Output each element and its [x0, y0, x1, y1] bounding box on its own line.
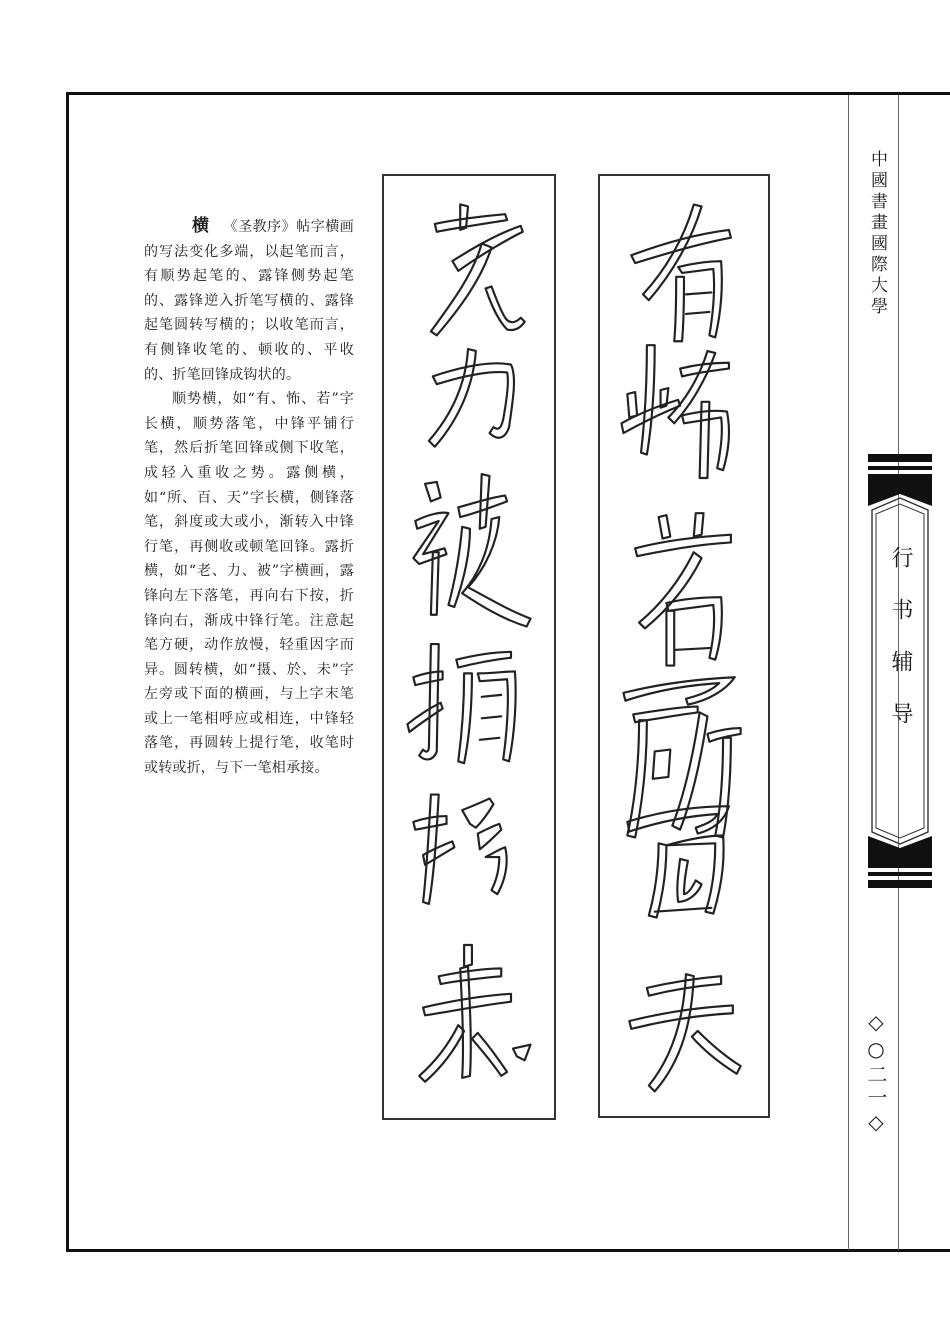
glyph-bu	[621, 345, 729, 478]
sidebar-rule-inner	[848, 95, 849, 1250]
glyph-bai	[627, 806, 729, 917]
glyph-li	[429, 349, 514, 447]
calligraphy-outline-left	[384, 176, 554, 1118]
glyph-tian	[629, 974, 740, 1091]
calligraphy-panel-right	[598, 174, 770, 1118]
glyph-she	[407, 644, 515, 763]
page-number: ◇○二一◇	[864, 1010, 888, 1137]
glyph-ruo	[635, 513, 731, 665]
glyph-lao	[431, 204, 525, 335]
calligraphy-panel-left	[382, 174, 556, 1120]
calligraphy-outline-right	[600, 176, 768, 1116]
glyph-wei	[419, 945, 530, 1082]
glyph-bei	[413, 474, 530, 626]
article-text	[144, 214, 354, 781]
glyph-you	[631, 205, 731, 342]
glyph-suo	[623, 677, 740, 837]
article-intro: 《圣教序》帖字横画的写法变化多端，以起笔而言，有顺势起笔的、露锋侧势起笔的、露锋逆入折笔写横的、露锋起笔圆转写横的；以收笔而言，有侧锋收笔的、顿收的、平收的、折笔回锋成钩状的。	[144, 219, 354, 383]
publisher-name: 中國書畫國際大學	[867, 150, 887, 318]
article-heading-char: 横	[192, 216, 210, 236]
glyph-yu	[413, 795, 506, 904]
section-title: 行书辅导	[888, 546, 913, 754]
article-intro-paragraph	[144, 214, 354, 387]
article-body: 顺势横，如“有、怖、若”字长横，顺势落笔，中锋平铺行笔，然后折笔回锋或侧下收笔，成轻入重收之势。露侧横，如“所、百、天”字长横，侧锋落笔，斜度或大或小，渐转入中锋行笔，再侧收或顿笔回锋。露折横，如“老、力、被”字横画，露锋向左下落笔，再向右下按，折锋向右，渐成中锋行笔。注意起笔方硬，动作放慢，轻重因字而异。圆转横，如“摄、於、未”字左旁或下面的横画，与上字末笔或上一笔相呼应或相连，中锋轻落笔，再圆转上提行笔，收笔时或转或折，与下一笔相承接。	[144, 391, 354, 777]
